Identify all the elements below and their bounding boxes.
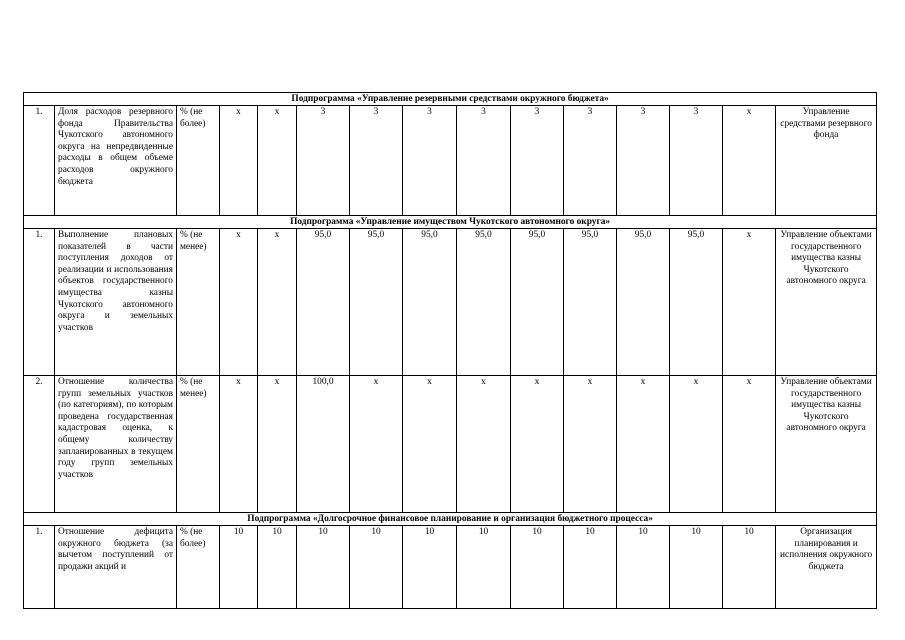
indicator-value: х [258,106,297,216]
responsible-unit: Организация планирования и исполнения окружного бюджета [776,526,877,609]
indicator-value: 3 [617,106,670,216]
unit-of-measure: % (не более) [177,106,220,216]
indicator-value: х [350,376,403,513]
indicator-name: Доля расходов резервного фонда Правительства Чукотского автономного округа на непредвиденные расходы в общем объеме расходов окружного бюджета [55,106,177,216]
indicator-value: 95,0 [670,229,723,376]
indicator-row [24,376,877,513]
indicator-value: 10 [617,526,670,609]
indicator-value: 10 [297,526,350,609]
indicator-row [24,526,877,609]
indicator-name: Отношение дефицита окружного бюджета (за вычетом поступлений от продажи акций и [55,526,177,609]
indicator-value: 10 [220,526,258,609]
row-number: 1. [24,106,55,216]
indicator-value: х [670,376,723,513]
indicator-value: 3 [457,106,511,216]
indicator-value: 10 [723,526,776,609]
indicator-value: х [220,106,258,216]
indicator-value: х [258,376,297,513]
responsible-unit: Управление объектами государственного имущества казны Чукотского автономного округа [776,229,877,376]
indicator-value: х [723,106,776,216]
indicator-value: х [511,376,564,513]
indicator-value: 3 [564,106,617,216]
unit-of-measure: % (не менее) [177,229,220,376]
subprogram-header-row [24,93,877,106]
row-number: 2. [24,376,55,513]
indicators-table [23,92,877,609]
indicator-value: 95,0 [350,229,403,376]
indicator-value: 100,0 [297,376,350,513]
indicator-value: 95,0 [403,229,457,376]
indicator-value: 95,0 [617,229,670,376]
indicator-value: 3 [350,106,403,216]
indicator-value: 10 [511,526,564,609]
indicator-value: х [457,376,511,513]
indicator-name: Выполнение плановых показателей в части поступления доходов от реализации и использования объектов государственного имущества казны Чукотского автономного округа и земельных участков [55,229,177,376]
indicator-value: х [220,376,258,513]
indicator-value: 95,0 [457,229,511,376]
indicator-value: х [403,376,457,513]
responsible-unit: Управление объектами государственного имущества казны Чукотского автономного округа [776,376,877,513]
subprogram-title: Подпрограмма «Управление резервными средствами окружного бюджета» [24,93,877,106]
indicator-value: 10 [564,526,617,609]
row-number: 1. [24,526,55,609]
indicator-value: 10 [457,526,511,609]
indicator-value: 10 [350,526,403,609]
indicators-table-page [23,92,876,609]
indicator-value: х [723,229,776,376]
subprogram-title: Подпрограмма «Долгосрочное финансовое планирование и организация бюджетного процесса» [24,513,877,526]
indicator-value: 10 [403,526,457,609]
indicator-value: 3 [511,106,564,216]
indicator-value: 3 [670,106,723,216]
indicator-value: х [564,376,617,513]
indicator-name: Отношение количества групп земельных участков (по категориям), по которым проведена государственная кадастровая оценка, к общему количеству запланированных в текущем году групп земельных участков [55,376,177,513]
indicator-value: 95,0 [564,229,617,376]
subprogram-title: Подпрограмма «Управление имуществом Чукотского автономного округа» [24,216,877,229]
indicator-value: х [617,376,670,513]
indicator-value: х [220,229,258,376]
unit-of-measure: % (не более) [177,526,220,609]
subprogram-header-row [24,216,877,229]
indicator-value: 10 [258,526,297,609]
unit-of-measure: % (не менее) [177,376,220,513]
indicator-value: 3 [297,106,350,216]
indicator-value: х [258,229,297,376]
indicator-value: х [723,376,776,513]
indicator-row [24,106,877,216]
indicator-value: 3 [403,106,457,216]
indicator-row [24,229,877,376]
indicator-value: 10 [670,526,723,609]
row-number: 1. [24,229,55,376]
subprogram-header-row [24,513,877,526]
responsible-unit: Управление средствами резервного фонда [776,106,877,216]
indicator-value: 95,0 [511,229,564,376]
indicator-value: 95,0 [297,229,350,376]
